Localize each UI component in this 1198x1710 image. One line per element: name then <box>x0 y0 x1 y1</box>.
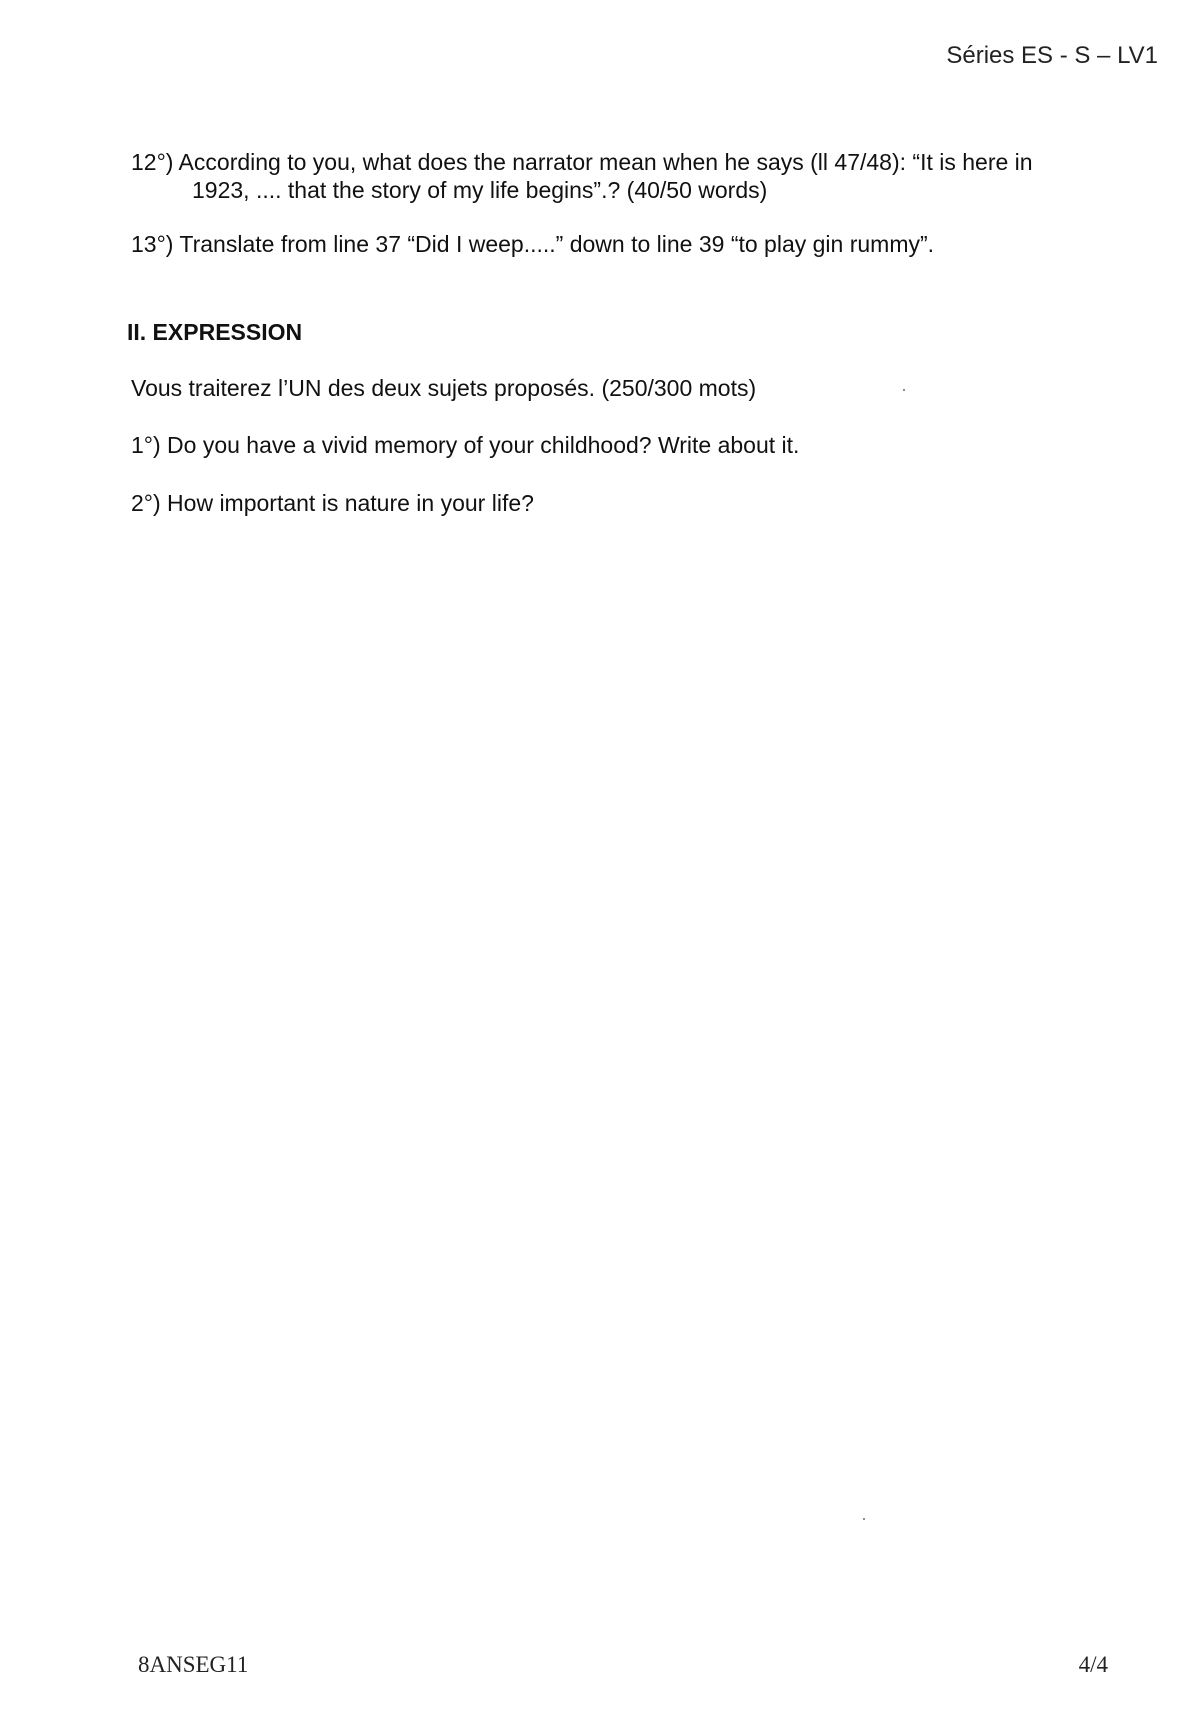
expression-topic-2: 2°) How important is nature in your life? <box>131 490 534 516</box>
question-12-line-2: 1923, .... that the story of my life begins”.? (40/50 words) <box>192 177 768 203</box>
document-code: 8ANSEG11 <box>138 1652 249 1677</box>
question-12-line-1: 12°) According to you, what does the narrator mean when he says (ll 47/48): “It is here in <box>131 149 1033 175</box>
page-number: 4/4 <box>1078 1652 1108 1677</box>
scan-speck <box>863 1518 865 1520</box>
expression-topic-1: 1°) Do you have a vivid memory of your childhood? Write about it. <box>131 432 800 458</box>
question-13 <box>131 230 1131 258</box>
expression-instruction: Vous traiterez l’UN des deux sujets proposés. (250/300 mots) <box>131 375 757 401</box>
series-header: Séries ES - S – LV1 <box>946 42 1158 69</box>
question-12 <box>131 148 1131 204</box>
section-heading-expression: II. EXPRESSION <box>127 319 303 345</box>
question-13-line-1: 13°) Translate from line 37 “Did I weep.....” down to line 39 “to play gin rummy”. <box>131 231 935 257</box>
scan-speck <box>903 389 905 391</box>
